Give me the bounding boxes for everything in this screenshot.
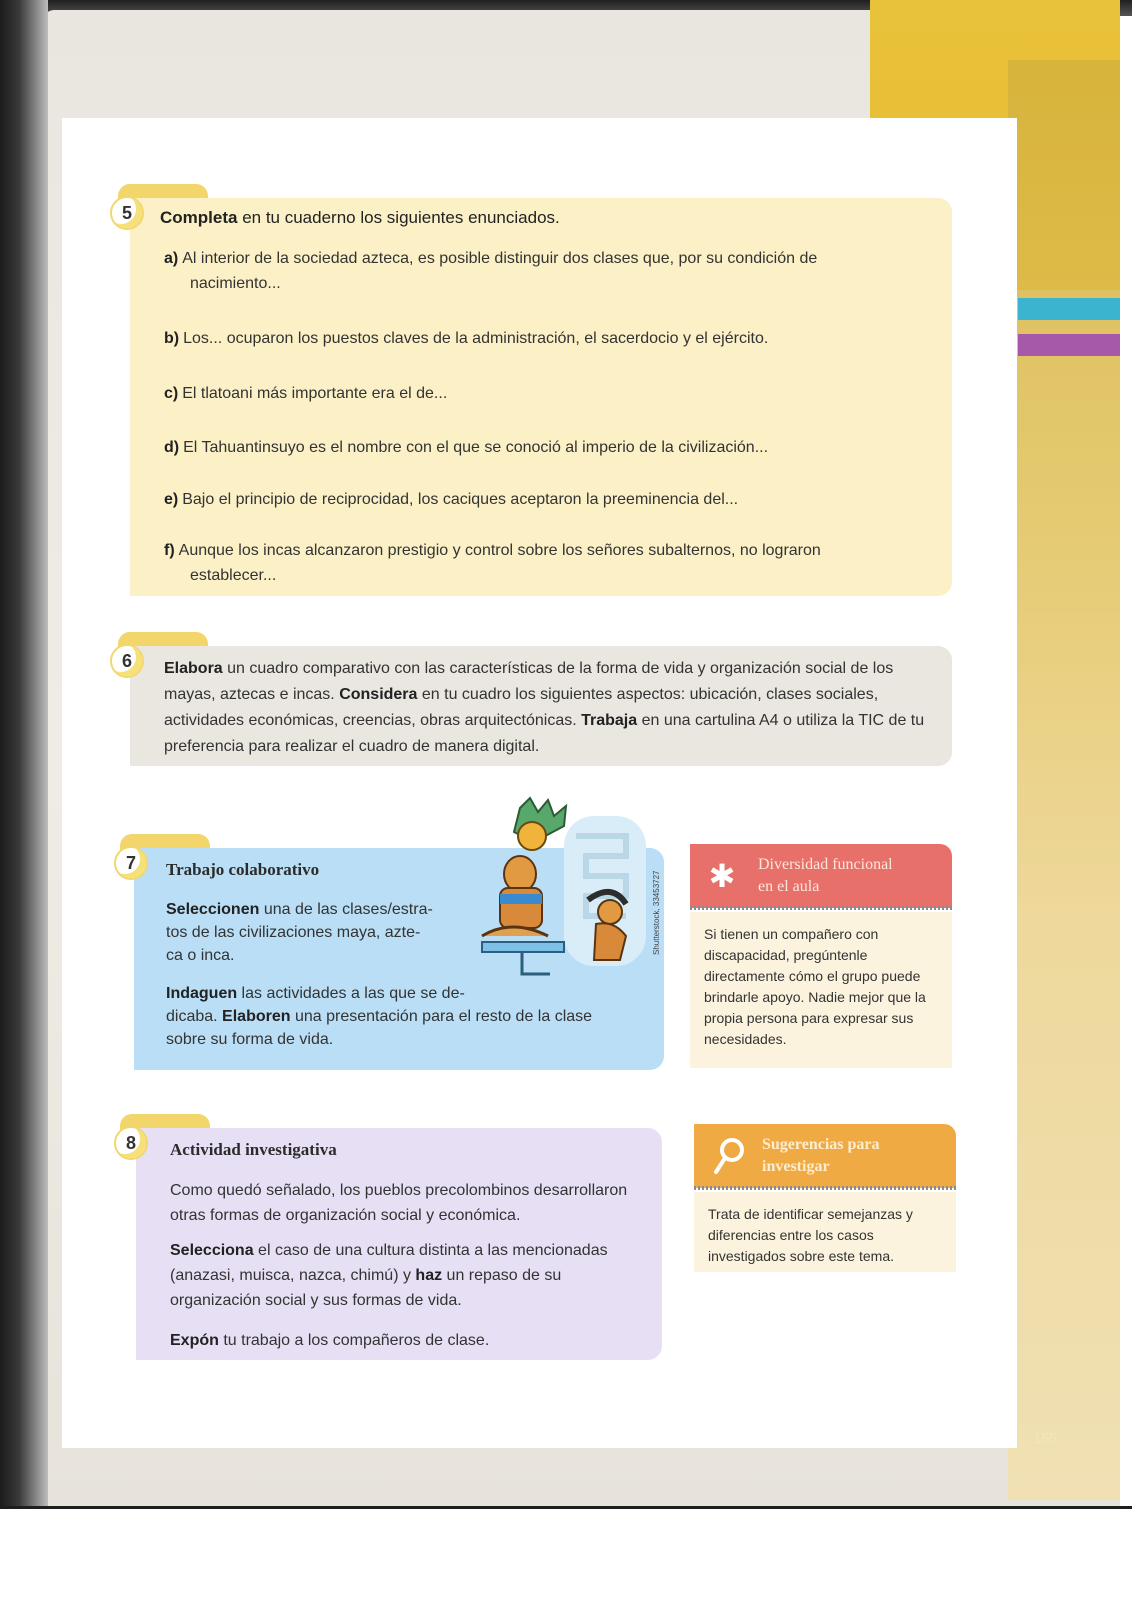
question-f <box>164 538 940 588</box>
activity-7-line: tos de las civilizaciones maya, azte- <box>166 924 421 941</box>
activity-6-text: en una cartulina A4 o utiliza la TIC de tu preferencia para realizar el cuadro de manera digital. <box>164 712 925 755</box>
research-title-line: Sugerencias para <box>762 1136 880 1153</box>
asterisk-icon: ✱ <box>708 858 736 894</box>
research-sidebar-body: Trata de identificar semejanzas y diferencias entre los casos investigados sobre este tema. <box>694 1192 956 1272</box>
activity-8-verb: haz <box>415 1267 443 1284</box>
diversity-sidebar-body: Si tienen un compañero con discapacidad, pregúntenle directamente cómo el grupo puede brindarle apoyo. Nadie mejor que la propia persona para expresar sus necesidades. <box>690 912 952 1068</box>
activity-5-instruction <box>160 208 560 228</box>
activity-6-text: un cuadro comparativo con las características de la forma de vida y organización social de los mayas, aztecas e incas. <box>164 660 894 703</box>
question-text: El tlatoani más importante era el de... <box>182 385 448 402</box>
activity-5-instruction-text: en tu cuaderno los siguientes enunciados. <box>237 208 560 227</box>
question-text: Al interior de la sociedad azteca, es posible distinguir dos clases que, por su condición de <box>182 250 818 267</box>
activity-5-number: 5 <box>110 196 144 230</box>
diversity-divider <box>690 906 952 910</box>
cyan-section-tab <box>1018 298 1120 320</box>
headdress-ornament <box>518 822 546 850</box>
activity-7-verb: Indaguen <box>166 985 238 1002</box>
activity-7-text: dicaba. <box>166 1008 223 1025</box>
question-letter: f) <box>164 542 175 559</box>
research-divider <box>694 1186 956 1190</box>
question-text: El Tahuantinsuyo es el nombre con el que se conoció al imperio de la civilización... <box>183 439 769 456</box>
question-text-continued: establecer... <box>190 567 277 584</box>
activity-7-line: sobre su forma de vida. <box>166 1031 334 1048</box>
activity-8-paragraph: Como quedó señalado, los pueblos precolombinos desarrollaron otras formas de organización social y económica. <box>170 1182 628 1224</box>
question-e <box>164 487 940 512</box>
page-number: 155 <box>1033 1430 1057 1446</box>
research-sidebar-header <box>694 1124 956 1188</box>
question-d <box>164 435 940 460</box>
question-letter: e) <box>164 491 179 508</box>
activity-6-verb-trabaja: Trabaja <box>581 712 638 729</box>
king-legs <box>482 927 548 936</box>
magnifier-icon <box>712 1136 748 1176</box>
activity-6-text: en tu cuadro los siguientes aspectos: ubicación, clases sociales, actividades económicas, creencias, obras arquitectónicas. <box>164 686 879 729</box>
question-text: Bajo el principio de reciprocidad, los caciques aceptaron la preeminencia del... <box>182 491 739 508</box>
question-text-continued: nacimiento... <box>190 275 281 292</box>
activity-8-verb: Selecciona <box>170 1242 254 1259</box>
throne-top <box>482 942 564 952</box>
activity-7-verb: Seleccionen <box>166 901 260 918</box>
activity-6-instruction <box>164 656 944 760</box>
throne-leg <box>522 952 550 974</box>
activity-8-text: un repaso de su organización social y sus formas de vida. <box>170 1267 562 1309</box>
mayan-illustration <box>464 796 654 986</box>
activity-8-title: Actividad investigativa <box>170 1140 337 1159</box>
king-head <box>504 856 536 892</box>
question-b <box>164 326 940 351</box>
question-text: Los... ocuparon los puestos claves de la administración, el sacerdocio y el ejército. <box>183 330 769 347</box>
activity-7-number: 7 <box>114 846 148 880</box>
activity-8-number: 8 <box>114 1126 148 1160</box>
question-letter: d) <box>164 439 180 456</box>
activity-7-line: ca o inca. <box>166 947 235 964</box>
activity-7-line <box>166 982 465 1005</box>
question-a <box>164 246 940 296</box>
image-credit: Shutterstock, 33453727 <box>652 870 661 955</box>
activity-7-verb: Elaboren <box>222 1008 291 1025</box>
activity-7-line <box>166 898 433 921</box>
question-letter: a) <box>164 250 179 267</box>
activity-5-verb: Completa <box>160 208 238 227</box>
activity-8-text: tu trabajo a los compañeros de clase. <box>218 1332 490 1349</box>
activity-7-text: una presentación para el resto de la clase <box>290 1008 593 1025</box>
activity-7-text: las actividades a las que se de- <box>237 985 465 1002</box>
research-title-line: investigar <box>762 1158 830 1175</box>
activity-8-paragraph <box>170 1328 650 1353</box>
diversity-sidebar-header <box>690 844 952 908</box>
scan-bottom-edge <box>0 1506 1132 1509</box>
activity-6-verb-elabora: Elabora <box>164 660 223 677</box>
activity-7-line <box>166 1005 592 1028</box>
magenta-section-tab <box>1018 334 1120 356</box>
activity-8-text: el caso de una cultura distinta a las mencionadas (anazasi, muisca, nazca, chimú) y <box>170 1242 608 1284</box>
activity-8-paragraph <box>170 1238 650 1313</box>
activity-7-title: Trabajo colaborativo <box>166 860 320 879</box>
diversity-sidebar-title <box>758 854 893 898</box>
diversity-title-line: Diversidad funcional <box>758 856 893 873</box>
book-spine-shadow <box>0 0 48 1508</box>
diversity-title-line: en el aula <box>758 878 820 895</box>
question-text: Aunque los incas alcanzaron prestigio y control sobre los señores subalternos, no lograron <box>178 542 821 559</box>
question-letter: c) <box>164 385 179 402</box>
yellow-margin-strip <box>1008 60 1120 1500</box>
activity-8-verb: Expón <box>170 1332 219 1349</box>
question-letter: b) <box>164 330 180 347</box>
activity-6-verb-considera: Considera <box>339 686 418 703</box>
activity-6-number: 6 <box>110 644 144 678</box>
king-collar <box>500 894 542 904</box>
activity-7-text: una de las clases/estra- <box>259 901 433 918</box>
research-sidebar-title <box>762 1134 879 1178</box>
servant-head <box>598 900 622 924</box>
question-c <box>164 381 940 406</box>
